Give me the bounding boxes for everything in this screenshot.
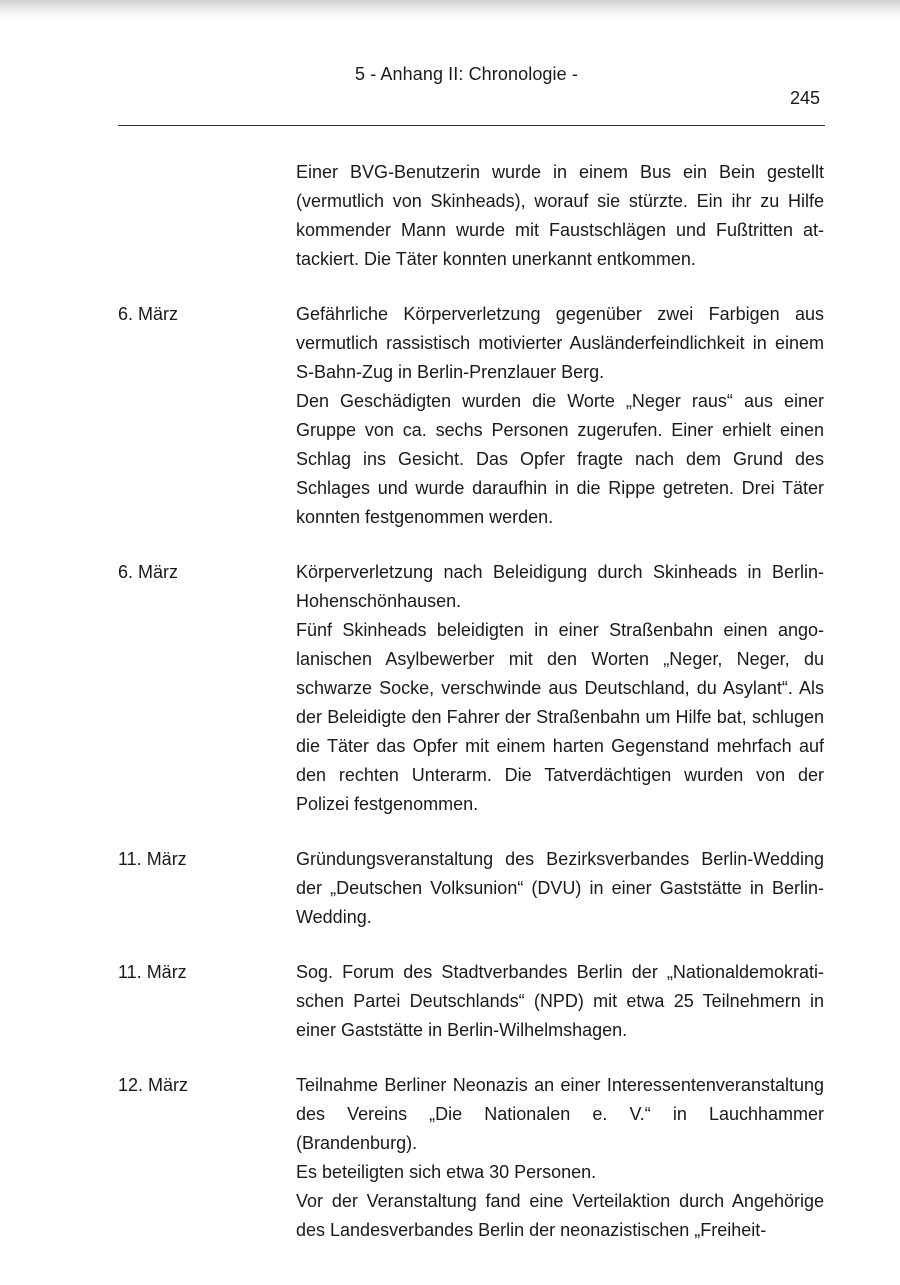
entry-date: 6. März <box>118 304 179 324</box>
entry-body <box>296 845 824 932</box>
chronology-entry <box>0 158 900 274</box>
entry-paragraph: Es beteiligten sich etwa 30 Personen. <box>296 1162 597 1182</box>
entry-paragraph: Den Geschädigten wurden die Worte „Neger raus“ aus einer Gruppe von ca. sechs Personen zugerufen. Einer erhielt einen Schlag ins Gesicht. Das Opfer fragte nach dem Grund des Schlages und wurde daraufhin in die Rippe getreten. Drei Täter konnten festgenommen werden. <box>296 391 824 527</box>
entry-date: 12. März <box>118 1075 189 1095</box>
entry-date: 11. März <box>118 849 187 869</box>
chronology-entry <box>0 558 900 819</box>
entry-date: 6. März <box>118 562 179 582</box>
entry-paragraph: Körperverletzung nach Beleidigung durch Skinheads in Berlin-Hohenschönhausen. <box>296 562 824 611</box>
page-header: 5 - Anhang II: Chronologie - <box>355 64 578 84</box>
entry-paragraph: Gefährliche Körperverletzung gegenüber zwei Farbigen aus vermutlich rassistisch motivierter Ausländerfeindlichkeit in einem S-Bahn-Zug in Berlin-Prenzlauer Berg. <box>296 304 824 382</box>
entry-paragraph: Gründungsveranstaltung des Bezirksverbandes Berlin-Wedding der „Deutschen Volksunion“ (DVU) in einer Gaststätte in Berlin-Wedding. <box>296 849 824 927</box>
entry-body <box>296 958 824 1045</box>
scan-shadow <box>0 0 900 20</box>
chronology-entry <box>0 958 900 1045</box>
entry-paragraph: Teilnahme Berliner Neonazis an einer Interessentenveranstaltung des Vereins „Die Nationalen e. V.“ in Lauchhammer (Brandenburg). <box>296 1075 824 1153</box>
entry-body <box>296 558 824 819</box>
entry-paragraph: Einer BVG-Benutzerin wurde in einem Bus ein Bein gestellt (vermutlich von Skinheads), worauf sie stürzte. Ein ihr zu Hilfe kommender Mann wurde mit Faustschlägen und Fußtritten attackiert. Die Täter konnten unerkannt entkommen. <box>296 162 824 269</box>
entry-paragraph: Fünf Skinheads beleidigten in einer Straßenbahn einen angolanischen Asylbewerber mit den Worten „Neger, Neger, du schwarze Socke, verschwinde aus Deutschland, du Asylant“. Als der Beleidigte den Fahrer der Straßenbahn um Hilfe bat, schlugen die Täter das Opfer mit einem harten Gegenstand mehrfach auf den rechten Unterarm. Die Tatverdächtigen wurden von der Polizei festgenommen. <box>296 620 824 814</box>
chronology-entry <box>0 845 900 932</box>
entry-paragraph: Sog. Forum des Stadtverbandes Berlin der „Nationaldemokratischen Partei Deutschlands“ (NPD) mit etwa 25 Teilnehmern in einer Gaststätte in Berlin-Wilhelmshagen. <box>296 962 824 1040</box>
entry-body <box>296 158 824 274</box>
entry-paragraph: Vor der Veranstaltung fand eine Verteilaktion durch Angehörige des Landesverbandes Berlin der neonazistischen „Freiheit- <box>296 1191 824 1240</box>
chronology-entries <box>0 158 900 1271</box>
header-divider <box>118 125 825 126</box>
page-number: 245 <box>790 88 821 108</box>
chronology-entry <box>0 1071 900 1245</box>
chronology-entry <box>0 300 900 532</box>
entry-body <box>296 300 824 532</box>
entry-body <box>296 1071 824 1245</box>
entry-date: 11. März <box>118 962 187 982</box>
